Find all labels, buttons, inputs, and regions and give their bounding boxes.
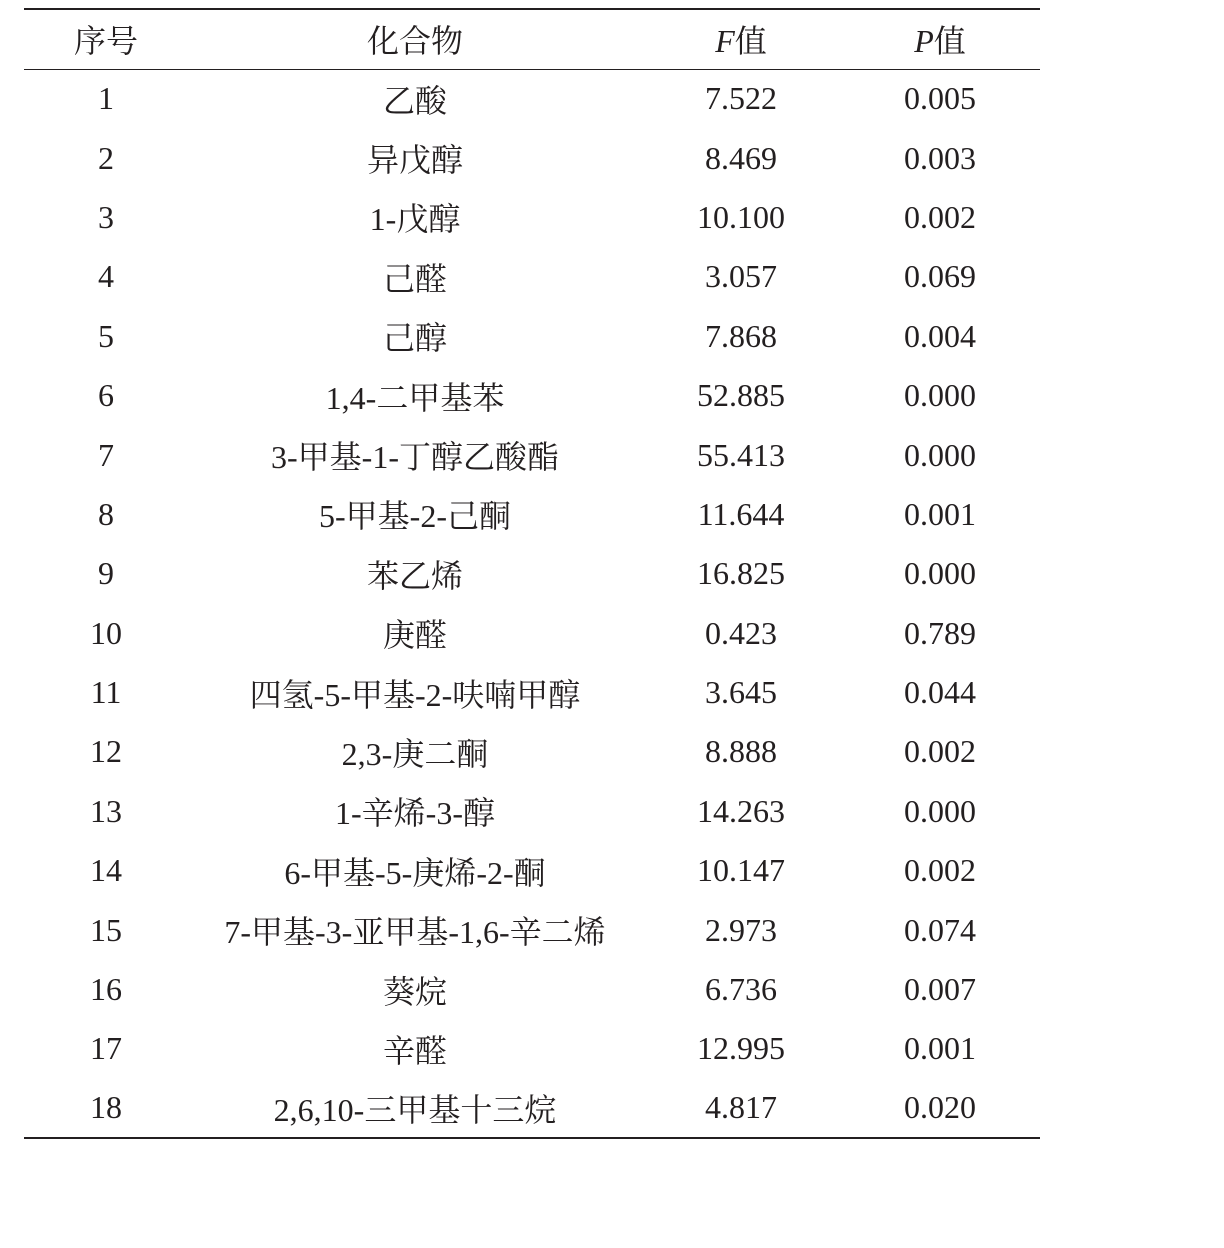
table-row bbox=[24, 782, 1040, 841]
table-row bbox=[24, 425, 1040, 484]
cell-f-value: 2.973 bbox=[705, 911, 777, 948]
table-row bbox=[24, 900, 1040, 959]
cell-p-value: 0.000 bbox=[904, 555, 976, 592]
cell-p-value: 0.789 bbox=[904, 614, 976, 651]
header-p-suffix: 值 bbox=[933, 23, 966, 60]
cell-f-value: 6.736 bbox=[705, 971, 777, 1008]
cell-p-value: 0.000 bbox=[904, 436, 976, 473]
cell-compound: 己醛 bbox=[382, 260, 447, 297]
cell-compound: 7-甲基-3-亚甲基-1,6-辛二烯 bbox=[224, 914, 606, 951]
cell-p-value: 0.001 bbox=[904, 1030, 976, 1067]
table-header bbox=[24, 9, 1040, 69]
table-row bbox=[24, 1079, 1040, 1138]
cell-index: 4 bbox=[98, 258, 114, 295]
cell-index: 10 bbox=[90, 614, 122, 651]
cell-p-value: 0.004 bbox=[904, 317, 976, 354]
cell-index: 6 bbox=[98, 377, 114, 414]
cell-p-value: 0.044 bbox=[904, 674, 976, 711]
cell-p-value: 0.005 bbox=[904, 80, 976, 117]
cell-compound: 3-甲基-1-丁醇乙酸酯 bbox=[271, 439, 559, 476]
cell-compound: 5-甲基-2-己酮 bbox=[319, 498, 511, 535]
table-body bbox=[24, 69, 1040, 1138]
header-p-symbol: P bbox=[914, 23, 934, 60]
cell-f-value: 10.147 bbox=[697, 852, 785, 889]
table-row bbox=[24, 722, 1040, 781]
cell-index: 3 bbox=[98, 198, 114, 235]
cell-compound: 异戊醇 bbox=[366, 142, 463, 179]
table-row bbox=[24, 128, 1040, 187]
header-f-suffix: 值 bbox=[734, 23, 767, 60]
table-row bbox=[24, 188, 1040, 247]
cell-index: 8 bbox=[98, 495, 114, 532]
table-row bbox=[24, 366, 1040, 425]
cell-f-value: 55.413 bbox=[697, 436, 785, 473]
cell-compound: 葵烷 bbox=[382, 973, 447, 1010]
cell-compound: 乙酸 bbox=[382, 82, 447, 119]
cell-f-value: 8.888 bbox=[705, 733, 777, 770]
cell-compound: 2,6,10-三甲基十三烷 bbox=[188, 1079, 642, 1138]
cell-p-value: 0.000 bbox=[904, 792, 976, 829]
cell-p-value: 0.002 bbox=[904, 852, 976, 889]
cell-p-value: 0.002 bbox=[904, 733, 976, 770]
cell-index: 11 bbox=[90, 674, 122, 711]
cell-f-value: 10.100 bbox=[697, 198, 785, 235]
cell-p-value: 0.002 bbox=[904, 198, 976, 235]
cell-p-value: 0.069 bbox=[904, 258, 976, 295]
cell-compound: 1-辛烯-3-醇 bbox=[335, 795, 495, 832]
cell-index: 16 bbox=[90, 971, 122, 1008]
cell-compound: 四氢-5-甲基-2-呋喃甲醇 bbox=[249, 676, 581, 713]
header-f-value bbox=[642, 9, 840, 69]
cell-compound: 1-戊醇 bbox=[369, 201, 461, 238]
cell-compound: 苯乙烯 bbox=[366, 557, 463, 594]
cell-compound: 6-甲基-5-庚烯-2-酮 bbox=[284, 854, 546, 891]
cell-f-value: 7.868 bbox=[705, 317, 777, 354]
cell-index: 12 bbox=[90, 733, 122, 770]
cell-f-value: 14.263 bbox=[697, 792, 785, 829]
cell-f-value: 3.057 bbox=[705, 258, 777, 295]
table-row bbox=[24, 69, 1040, 128]
table-row bbox=[24, 307, 1040, 366]
cell-f-value: 0.423 bbox=[705, 614, 777, 651]
cell-p-value: 0.020 bbox=[840, 1079, 1040, 1138]
table-row bbox=[24, 960, 1040, 1019]
table-row bbox=[24, 247, 1040, 306]
cell-compound: 己醇 bbox=[382, 320, 447, 357]
cell-index: 1 bbox=[98, 80, 114, 117]
cell-index: 14 bbox=[90, 852, 122, 889]
cell-compound: 2,3-庚二酮 bbox=[341, 735, 489, 772]
table-row bbox=[24, 485, 1040, 544]
cell-index: 2 bbox=[98, 139, 114, 176]
cell-f-value: 7.522 bbox=[705, 80, 777, 117]
table-row bbox=[24, 1019, 1040, 1078]
cell-p-value: 0.003 bbox=[904, 139, 976, 176]
table-row bbox=[24, 841, 1040, 900]
cell-f-value: 3.645 bbox=[705, 674, 777, 711]
header-p-value bbox=[840, 9, 1040, 69]
table-row bbox=[24, 663, 1040, 722]
header-index: 序号 bbox=[24, 9, 188, 69]
cell-p-value: 0.000 bbox=[904, 377, 976, 414]
cell-f-value: 8.469 bbox=[705, 139, 777, 176]
cell-f-value: 12.995 bbox=[697, 1030, 785, 1067]
cell-f-value: 52.885 bbox=[697, 377, 785, 414]
cell-p-value: 0.007 bbox=[904, 971, 976, 1008]
compound-statistics-table bbox=[24, 8, 1040, 1139]
cell-index: 17 bbox=[90, 1030, 122, 1067]
cell-compound: 辛醛 bbox=[382, 1032, 447, 1069]
header-compound: 化合物 bbox=[188, 9, 642, 69]
cell-f-value: 11.644 bbox=[697, 495, 785, 532]
cell-index: 18 bbox=[24, 1079, 188, 1138]
header-f-symbol: F bbox=[715, 23, 735, 60]
cell-compound: 1,4-二甲基苯 bbox=[325, 379, 505, 416]
cell-f-value: 4.817 bbox=[642, 1079, 840, 1138]
cell-index: 13 bbox=[90, 792, 122, 829]
cell-index: 7 bbox=[98, 436, 114, 473]
header-row bbox=[24, 9, 1040, 69]
cell-index: 9 bbox=[98, 555, 114, 592]
cell-compound: 庚醛 bbox=[382, 617, 447, 654]
cell-p-value: 0.001 bbox=[904, 495, 976, 532]
cell-p-value: 0.074 bbox=[904, 911, 976, 948]
cell-index: 5 bbox=[98, 317, 114, 354]
results-table-container bbox=[24, 8, 1040, 1139]
cell-index: 15 bbox=[90, 911, 122, 948]
table-row bbox=[24, 604, 1040, 663]
cell-f-value: 16.825 bbox=[697, 555, 785, 592]
table-row bbox=[24, 544, 1040, 603]
